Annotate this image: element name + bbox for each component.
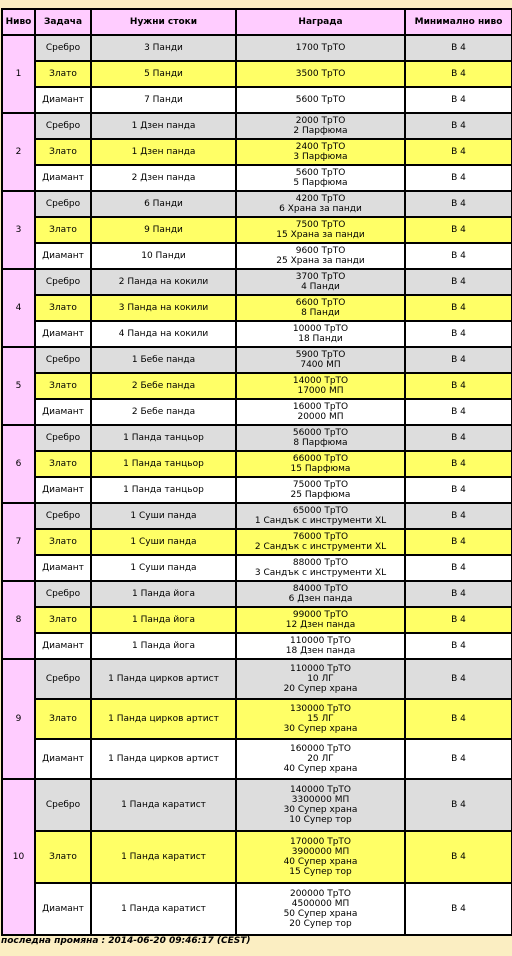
min-level-cell: В 4 xyxy=(405,607,512,633)
level-cell: 5 xyxy=(2,347,35,425)
task-cell: Сребро xyxy=(35,659,91,699)
min-level-cell: В 4 xyxy=(405,139,512,165)
reward-cell xyxy=(236,831,405,883)
task-cell: Злато xyxy=(35,699,91,739)
goods-cell: 1 Панда йога xyxy=(91,633,236,659)
reward-cell xyxy=(236,779,405,831)
goods-cell: 1 Дзен панда xyxy=(91,113,236,139)
level-cell: 4 xyxy=(2,269,35,347)
min-level-cell: В 4 xyxy=(405,739,512,779)
min-level-cell: В 4 xyxy=(405,503,512,529)
min-level-cell: В 4 xyxy=(405,321,512,347)
task-cell: Диамант xyxy=(35,477,91,503)
min-level-cell: В 4 xyxy=(405,35,512,61)
table-row xyxy=(2,633,512,659)
reward-line: 4200 ТрТО xyxy=(295,194,346,204)
reward-line: 10000 ТрТО xyxy=(292,324,349,334)
goods-cell: 6 Панди xyxy=(91,191,236,217)
min-level-cell: В 4 xyxy=(405,581,512,607)
table-row xyxy=(2,607,512,633)
reward-line: 3300000 МП xyxy=(291,795,350,805)
reward-line: 3900000 МП xyxy=(291,847,350,857)
task-cell: Злато xyxy=(35,217,91,243)
goods-cell: 3 Панди xyxy=(91,35,236,61)
level-cell: 8 xyxy=(2,581,35,659)
reward-line: 16000 ТрТО xyxy=(292,402,349,412)
task-cell: Сребро xyxy=(35,779,91,831)
goods-cell: 7 Панди xyxy=(91,87,236,113)
reward-line: 8 Парфюма xyxy=(293,438,348,448)
table-row xyxy=(2,113,512,139)
reward-line: 40 Супер храна xyxy=(283,857,358,867)
reward-cell xyxy=(236,451,405,477)
task-cell: Сребро xyxy=(35,269,91,295)
task-cell: Диамант xyxy=(35,165,91,191)
goods-cell: 1 Панда цирков артист xyxy=(91,739,236,779)
reward-cell xyxy=(236,347,405,373)
goods-cell: 1 Панда цирков артист xyxy=(91,659,236,699)
reward-line: 18 Панди xyxy=(298,334,343,344)
reward-line: 20 ЛГ xyxy=(307,754,334,764)
task-cell: Диамант xyxy=(35,87,91,113)
task-cell: Злато xyxy=(35,61,91,87)
reward-line: 1700 ТрТО xyxy=(295,43,346,53)
task-cell: Диамант xyxy=(35,555,91,581)
reward-line: 15 Парфюма xyxy=(290,464,351,474)
reward-line: 3 Сандък с инструменти XL xyxy=(254,568,387,578)
task-cell: Диамант xyxy=(35,243,91,269)
reward-line: 140000 ТрТО xyxy=(289,785,351,795)
table-row xyxy=(2,139,512,165)
table-row xyxy=(2,555,512,581)
table-row xyxy=(2,347,512,373)
table-row xyxy=(2,477,512,503)
min-level-cell: В 4 xyxy=(405,191,512,217)
reward-line: 2 Сандък с инструменти XL xyxy=(254,542,387,552)
goods-cell: 2 Панда на кокили xyxy=(91,269,236,295)
table-row xyxy=(2,831,512,883)
goods-cell: 1 Суши панда xyxy=(91,555,236,581)
reward-line: 20 Супер тор xyxy=(289,919,352,929)
goods-cell: 1 Панда каратист xyxy=(91,883,236,935)
table-body xyxy=(2,35,512,935)
min-level-cell: В 4 xyxy=(405,269,512,295)
reward-cell xyxy=(236,633,405,659)
reward-line: 8 Панди xyxy=(301,308,340,318)
reward-line: 76000 ТрТО xyxy=(292,532,349,542)
reward-line: 160000 ТрТО xyxy=(289,744,351,754)
table-row xyxy=(2,295,512,321)
reward-line: 88000 ТрТО xyxy=(292,558,349,568)
reward-cell xyxy=(236,61,405,87)
table-row xyxy=(2,269,512,295)
reward-line: 6 Храна за панди xyxy=(279,204,362,214)
min-level-cell: В 4 xyxy=(405,113,512,139)
reward-line: 66000 ТрТО xyxy=(292,454,349,464)
min-level-cell: В 4 xyxy=(405,831,512,883)
reward-cell xyxy=(236,529,405,555)
min-level-cell: В 4 xyxy=(405,87,512,113)
reward-cell xyxy=(236,139,405,165)
table-row xyxy=(2,739,512,779)
reward-cell xyxy=(236,321,405,347)
goods-cell: 1 Суши панда xyxy=(91,529,236,555)
task-cell: Злато xyxy=(35,607,91,633)
task-cell: Сребро xyxy=(35,191,91,217)
level-cell: 7 xyxy=(2,503,35,581)
reward-line: 3 Парфюма xyxy=(293,152,348,162)
reward-line: 2 Парфюма xyxy=(293,126,348,136)
task-cell: Злато xyxy=(35,831,91,883)
table-row xyxy=(2,87,512,113)
reward-cell xyxy=(236,87,405,113)
goods-cell: 1 Бебе панда xyxy=(91,347,236,373)
table-header-row xyxy=(2,9,512,35)
goods-cell: 1 Панда танцьор xyxy=(91,425,236,451)
reward-line: 110000 ТрТО xyxy=(289,636,351,646)
header-min-level: Минимално ниво xyxy=(405,9,512,35)
goods-cell: 4 Панда на кокили xyxy=(91,321,236,347)
min-level-cell: В 4 xyxy=(405,425,512,451)
reward-line: 6600 ТрТО xyxy=(295,298,346,308)
reward-cell xyxy=(236,113,405,139)
task-cell: Сребро xyxy=(35,113,91,139)
min-level-cell: В 4 xyxy=(405,451,512,477)
reward-line: 30 Супер храна xyxy=(283,805,358,815)
task-cell: Сребро xyxy=(35,35,91,61)
reward-line: 40 Супер храна xyxy=(283,764,358,774)
goods-cell: 1 Суши панда xyxy=(91,503,236,529)
min-level-cell: В 4 xyxy=(405,477,512,503)
reward-cell xyxy=(236,295,405,321)
reward-line: 75000 ТрТО xyxy=(292,480,349,490)
goods-cell: 1 Панда танцьор xyxy=(91,477,236,503)
reward-line: 5600 ТрТО xyxy=(295,168,346,178)
table-row xyxy=(2,425,512,451)
goods-cell: 10 Панди xyxy=(91,243,236,269)
task-cell: Диамант xyxy=(35,321,91,347)
table-row xyxy=(2,399,512,425)
reward-line: 65000 ТрТО xyxy=(292,506,349,516)
task-cell: Злато xyxy=(35,529,91,555)
reward-line: 130000 ТрТО xyxy=(289,704,351,714)
header-level: Ниво xyxy=(2,9,35,35)
table-row xyxy=(2,243,512,269)
table-row xyxy=(2,659,512,699)
reward-line: 2400 ТрТО xyxy=(295,142,346,152)
goods-cell: 2 Бебе панда xyxy=(91,399,236,425)
reward-line: 200000 ТрТО xyxy=(289,889,351,899)
reward-cell xyxy=(236,883,405,935)
task-cell: Сребро xyxy=(35,425,91,451)
min-level-cell: В 4 xyxy=(405,529,512,555)
task-cell: Диамант xyxy=(35,883,91,935)
min-level-cell: В 4 xyxy=(405,347,512,373)
task-cell: Злато xyxy=(35,373,91,399)
goods-cell: 1 Панда каратист xyxy=(91,779,236,831)
table-row xyxy=(2,779,512,831)
goods-cell: 1 Панда каратист xyxy=(91,831,236,883)
reward-cell xyxy=(236,399,405,425)
min-level-cell: В 4 xyxy=(405,633,512,659)
table-row xyxy=(2,529,512,555)
header-task: Задача xyxy=(35,9,91,35)
table-row xyxy=(2,191,512,217)
table-row xyxy=(2,451,512,477)
reward-line: 20 Супер храна xyxy=(283,684,358,694)
reward-line: 15 ЛГ xyxy=(307,714,334,724)
reward-line: 3700 ТрТО xyxy=(295,272,346,282)
goods-cell: 1 Панда цирков артист xyxy=(91,699,236,739)
table-row xyxy=(2,321,512,347)
quest-table xyxy=(1,8,512,936)
reward-cell xyxy=(236,243,405,269)
reward-line: 99000 ТрТО xyxy=(292,610,349,620)
table-row xyxy=(2,35,512,61)
level-cell: 2 xyxy=(2,113,35,191)
goods-cell: 1 Панда танцьор xyxy=(91,451,236,477)
level-cell: 6 xyxy=(2,425,35,503)
reward-cell xyxy=(236,555,405,581)
reward-line: 4 Панди xyxy=(301,282,340,292)
table-row xyxy=(2,581,512,607)
table-row xyxy=(2,883,512,935)
task-cell: Злато xyxy=(35,451,91,477)
level-cell: 1 xyxy=(2,35,35,113)
table-row xyxy=(2,503,512,529)
min-level-cell: В 4 xyxy=(405,243,512,269)
reward-cell xyxy=(236,739,405,779)
reward-cell xyxy=(236,269,405,295)
reward-line: 25 Парфюма xyxy=(290,490,351,500)
level-cell: 3 xyxy=(2,191,35,269)
reward-cell xyxy=(236,477,405,503)
reward-line: 15 Супер тор xyxy=(289,867,352,877)
reward-cell xyxy=(236,581,405,607)
reward-line: 56000 ТрТО xyxy=(292,428,349,438)
goods-cell: 1 Дзен панда xyxy=(91,139,236,165)
reward-line: 18 Дзен панда xyxy=(285,646,356,656)
reward-cell xyxy=(236,699,405,739)
task-cell: Злато xyxy=(35,139,91,165)
table-row xyxy=(2,373,512,399)
header-reward: Награда xyxy=(236,9,405,35)
task-cell: Сребро xyxy=(35,503,91,529)
reward-line: 14000 ТрТО xyxy=(292,376,349,386)
reward-cell xyxy=(236,425,405,451)
min-level-cell: В 4 xyxy=(405,217,512,243)
task-cell: Диамант xyxy=(35,399,91,425)
min-level-cell: В 4 xyxy=(405,373,512,399)
reward-line: 5900 ТрТО xyxy=(295,350,346,360)
goods-cell: 5 Панди xyxy=(91,61,236,87)
reward-line: 2000 ТрТО xyxy=(295,116,346,126)
reward-line: 1 Сандък с инструменти XL xyxy=(254,516,387,526)
goods-cell: 2 Дзен панда xyxy=(91,165,236,191)
header-goods: Нужни стоки xyxy=(91,9,236,35)
table-row xyxy=(2,699,512,739)
task-cell: Диамант xyxy=(35,739,91,779)
min-level-cell: В 4 xyxy=(405,883,512,935)
reward-line: 84000 ТрТО xyxy=(292,584,349,594)
min-level-cell: В 4 xyxy=(405,555,512,581)
reward-line: 15 Храна за панди xyxy=(276,230,365,240)
reward-cell xyxy=(236,35,405,61)
reward-line: 50 Супер храна xyxy=(283,909,358,919)
min-level-cell: В 4 xyxy=(405,295,512,321)
reward-cell xyxy=(236,165,405,191)
min-level-cell: В 4 xyxy=(405,699,512,739)
reward-line: 170000 ТрТО xyxy=(289,837,351,847)
reward-line: 17000 МП xyxy=(297,386,344,396)
reward-line: 7500 ТрТО xyxy=(295,220,346,230)
reward-line: 30 Супер храна xyxy=(283,724,358,734)
task-cell: Сребро xyxy=(35,347,91,373)
reward-line: 3500 ТрТО xyxy=(295,69,346,79)
min-level-cell: В 4 xyxy=(405,399,512,425)
reward-line: 9600 ТрТО xyxy=(295,246,346,256)
level-cell: 10 xyxy=(2,779,35,935)
reward-cell xyxy=(236,607,405,633)
table-row xyxy=(2,217,512,243)
last-modified: последна промяна : 2014-06-20 09:46:17 (CEST) xyxy=(1,936,251,946)
reward-line: 12 Дзен панда xyxy=(285,620,356,630)
reward-line: 6 Дзен панда xyxy=(288,594,353,604)
reward-line: 25 Храна за панди xyxy=(276,256,365,266)
min-level-cell: В 4 xyxy=(405,61,512,87)
goods-cell: 1 Панда йога xyxy=(91,607,236,633)
min-level-cell: В 4 xyxy=(405,659,512,699)
reward-line: 7400 МП xyxy=(300,360,341,370)
table-row xyxy=(2,61,512,87)
goods-cell: 2 Бебе панда xyxy=(91,373,236,399)
min-level-cell: В 4 xyxy=(405,779,512,831)
reward-cell xyxy=(236,191,405,217)
min-level-cell: В 4 xyxy=(405,165,512,191)
task-cell: Сребро xyxy=(35,581,91,607)
table-row xyxy=(2,165,512,191)
reward-line: 10 ЛГ xyxy=(307,674,334,684)
level-cell: 9 xyxy=(2,659,35,779)
reward-line: 4500000 МП xyxy=(291,899,350,909)
goods-cell: 1 Панда йога xyxy=(91,581,236,607)
reward-line: 10 Супер тор xyxy=(289,815,352,825)
task-cell: Диамант xyxy=(35,633,91,659)
reward-line: 110000 ТрТО xyxy=(289,664,351,674)
goods-cell: 3 Панда на кокили xyxy=(91,295,236,321)
reward-cell xyxy=(236,373,405,399)
reward-line: 5600 ТрТО xyxy=(295,95,346,105)
reward-cell xyxy=(236,659,405,699)
goods-cell: 9 Панди xyxy=(91,217,236,243)
reward-cell xyxy=(236,503,405,529)
task-cell: Злато xyxy=(35,295,91,321)
reward-line: 20000 МП xyxy=(297,412,344,422)
reward-cell xyxy=(236,217,405,243)
reward-line: 5 Парфюма xyxy=(293,178,348,188)
